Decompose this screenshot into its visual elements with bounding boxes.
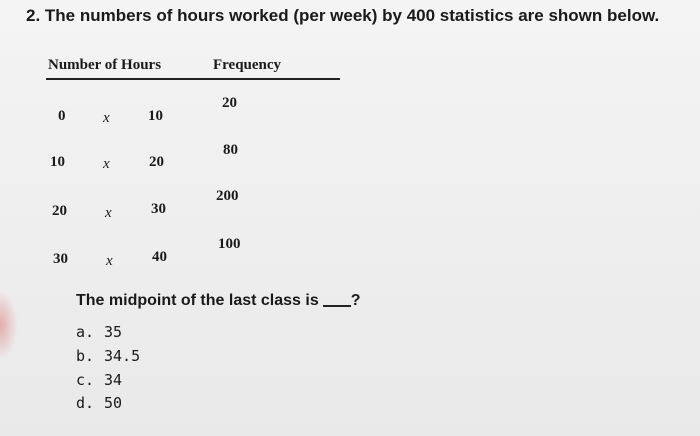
row-2-variable: x: [103, 156, 110, 172]
row-3-upper: 30: [151, 201, 166, 217]
header-frequency: Frequency: [213, 57, 282, 73]
option-c-value: 34: [104, 371, 123, 389]
option-d-value: 50: [104, 394, 123, 412]
row-3-frequency: 200: [216, 188, 239, 204]
row-3-variable: x: [105, 205, 112, 221]
prompt-text: The midpoint of the last class is: [76, 292, 319, 309]
option-d[interactable]: [76, 394, 122, 412]
option-a[interactable]: [76, 323, 122, 341]
row-4-frequency: 100: [218, 236, 241, 252]
row-4-lower: 30: [53, 251, 68, 267]
option-a-value: 35: [104, 323, 123, 341]
row-2-upper: 20: [149, 154, 164, 170]
question-title: 2. The numbers of hours worked (per week) by 400 statistics are shown below.: [26, 6, 660, 25]
midpoint-prompt: [76, 292, 361, 310]
option-b-value: 34.5: [104, 347, 141, 365]
row-2-frequency: 80: [223, 142, 238, 158]
header-number-of-hours: Number of Hours: [48, 57, 162, 73]
row-1-upper: 10: [148, 108, 163, 124]
option-d-letter: d.: [76, 394, 95, 412]
finger-shadow: [0, 290, 18, 360]
option-b-letter: b.: [76, 347, 95, 365]
row-3-lower: 20: [52, 203, 67, 219]
answer-blank: [323, 305, 351, 307]
row-2-lower: 10: [50, 154, 65, 170]
row-1-variable: x: [103, 110, 110, 126]
option-c[interactable]: [76, 371, 122, 389]
prompt-suffix: ?: [350, 292, 361, 309]
option-b[interactable]: [76, 347, 140, 365]
row-1-frequency: 20: [222, 95, 237, 111]
row-1-lower: 0: [58, 108, 66, 124]
option-c-letter: c.: [76, 371, 95, 389]
header-rule: [46, 78, 340, 80]
row-4-upper: 40: [152, 249, 167, 265]
option-a-letter: a.: [76, 323, 95, 341]
row-4-variable: x: [106, 253, 113, 269]
